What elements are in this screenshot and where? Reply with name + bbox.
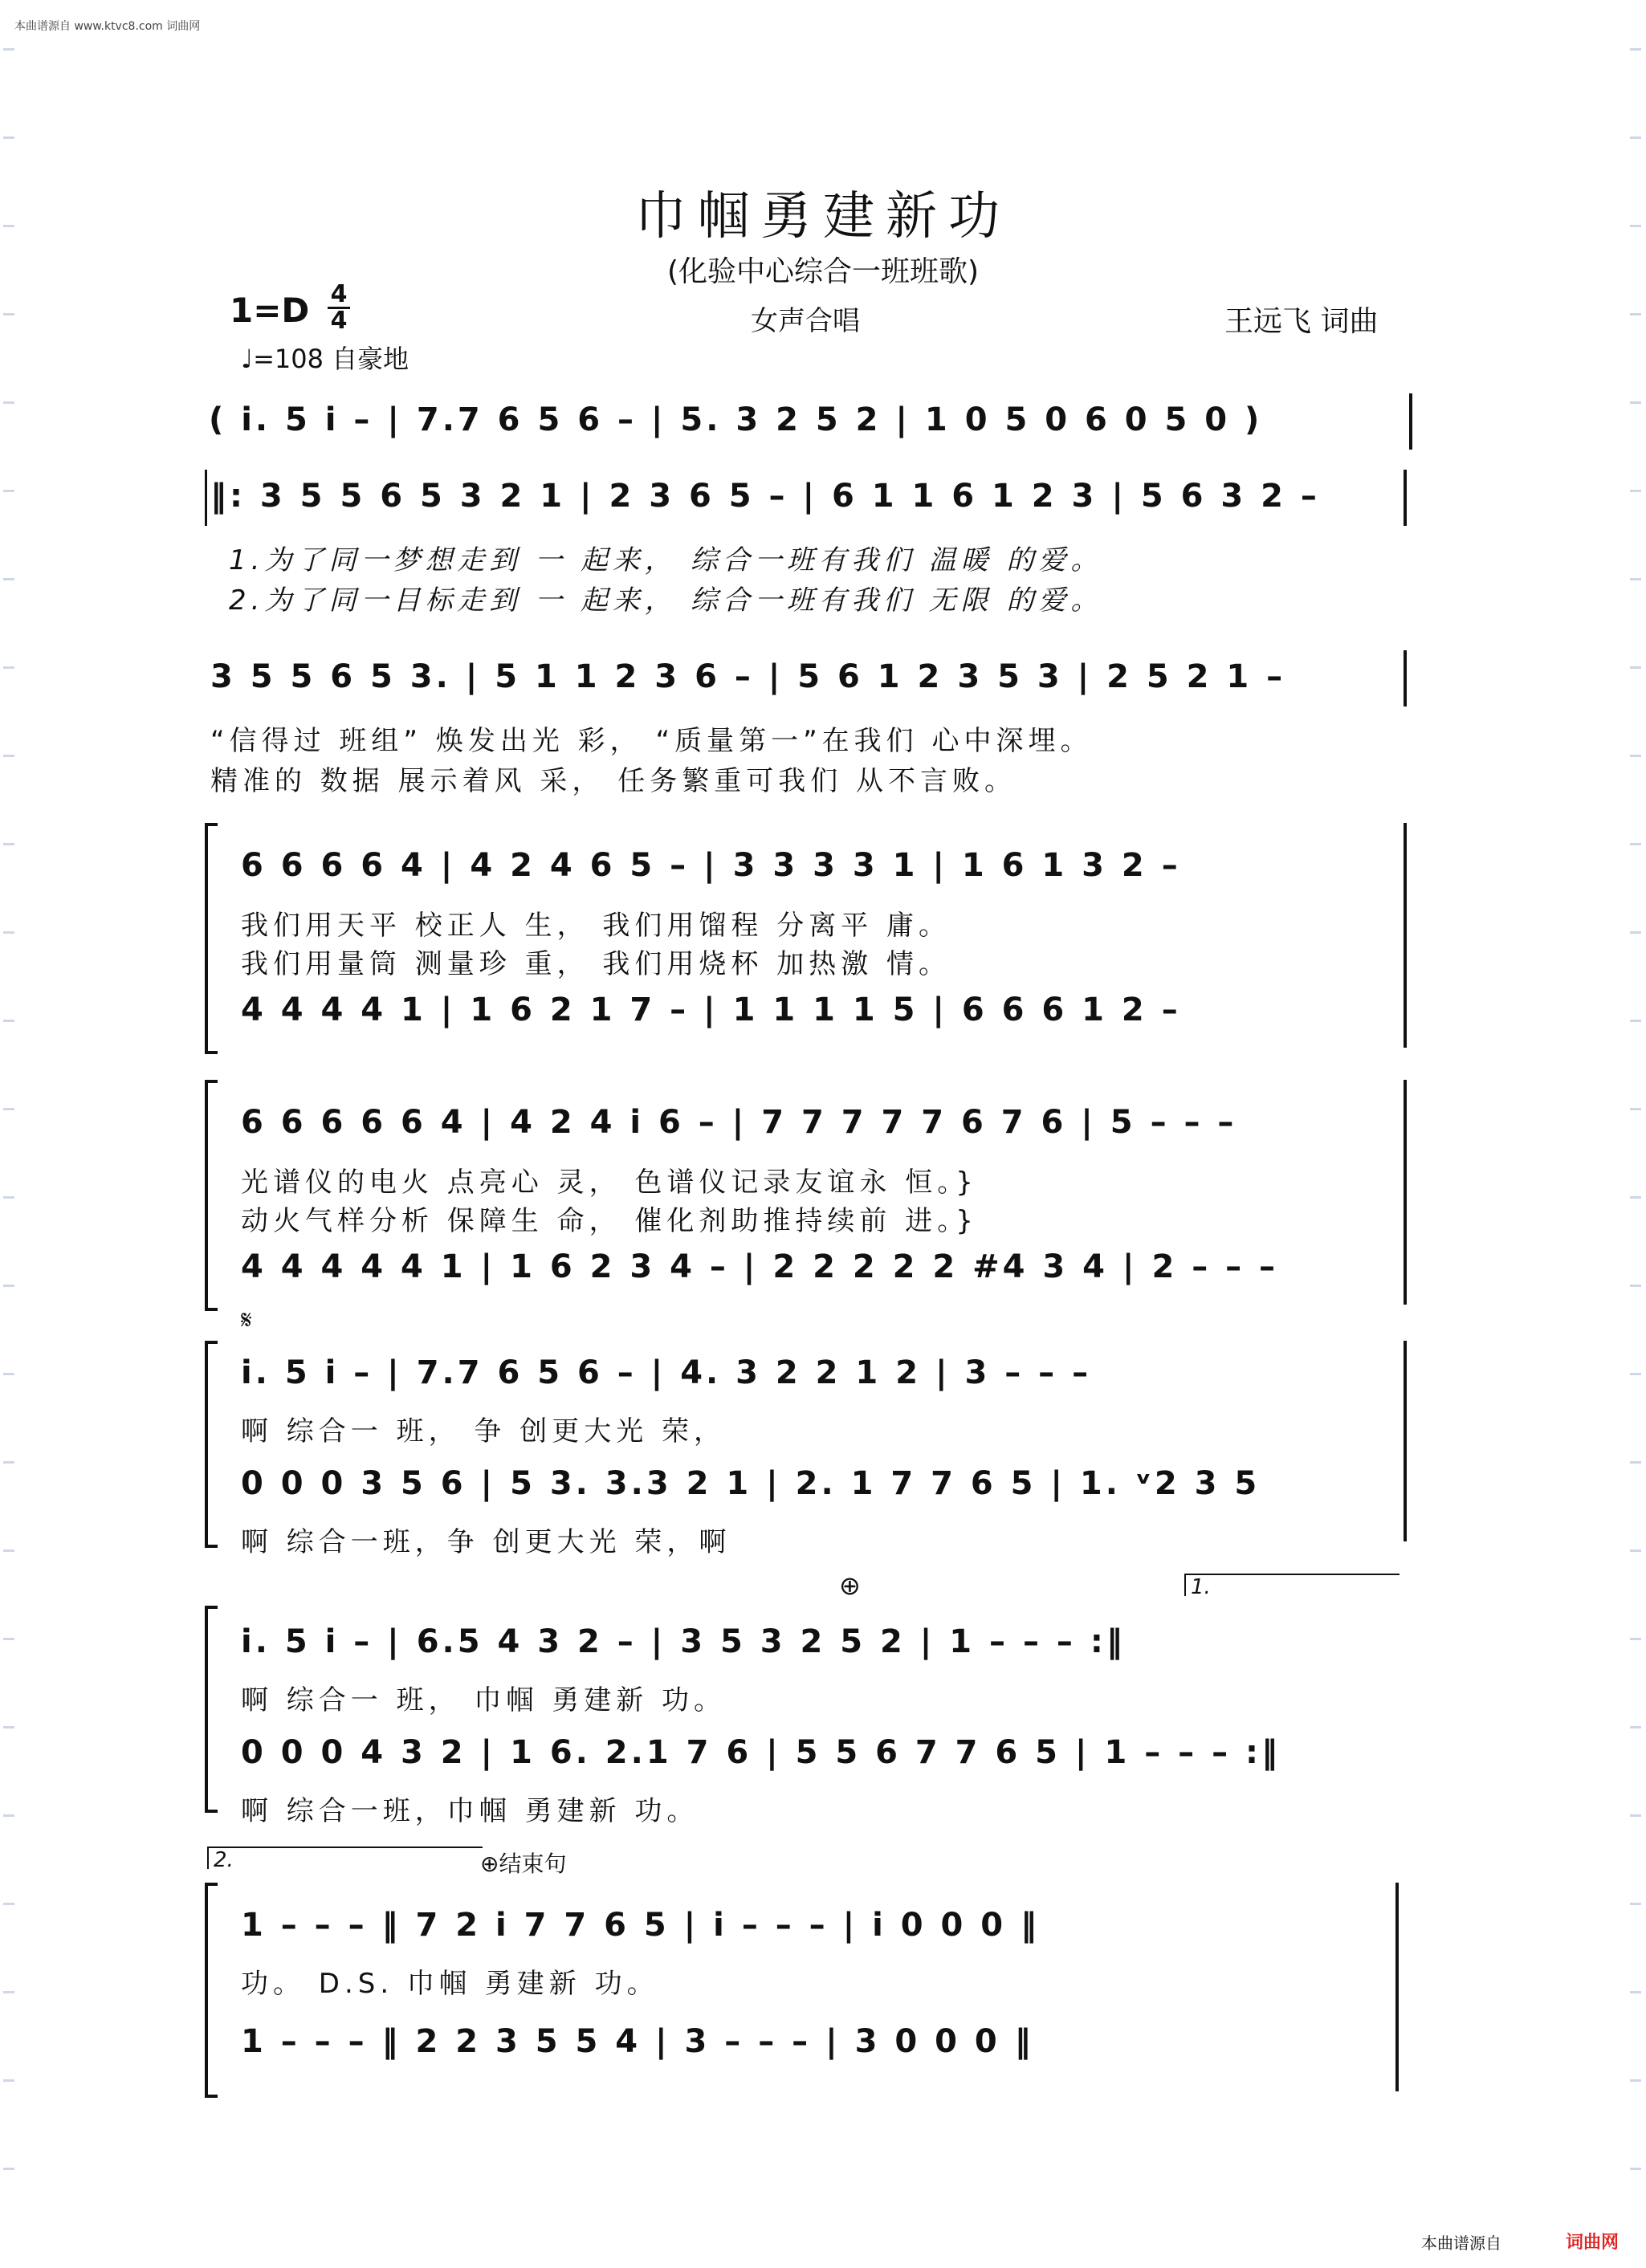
- barline: [1404, 650, 1407, 706]
- barline: [1404, 1341, 1407, 1541]
- notation-line: ( i. 5 i – | 7.7 6 5 6 – | 5. 3 2 5 2 | 1 0 5 0 6 0 5 0 ): [209, 401, 1263, 438]
- lyric-lower: 啊 综合一班，巾帼 勇建新 功。: [241, 1795, 699, 1827]
- lyric-upper: 啊 综合一 班， 争 创更大光 荣，: [241, 1415, 727, 1448]
- notation-line-lower: 0 0 0 4 3 2 | 1 6. 2.1 7 6 | 5 5 6 7 7 6 5 | 1 – – – :‖: [241, 1734, 1281, 1771]
- system-bracket: [205, 1341, 218, 1548]
- notation-line-upper: i. 5 i – | 6.5 4 3 2 – | 3 5 3 2 5 2 | 1 – – – :‖: [241, 1623, 1126, 1660]
- final-barline: [1395, 1883, 1399, 2091]
- notation-line-upper: 6 6 6 6 4 | 4 2 4 6 5 – | 3 3 3 3 1 | 1 6 1 3 2 –: [241, 847, 1181, 884]
- key-signature: 1=D: [230, 291, 310, 330]
- lyric-verse-2: 动火气样分析 保障生 命， 催化剂助推持续前 进。}: [241, 1205, 978, 1237]
- song-title: 巾帼勇建新功: [635, 187, 1011, 246]
- lyric-verse-1: 1.为了同一梦想走到 一 起来， 综合一班有我们 温暖 的爱。: [229, 544, 1103, 576]
- coda-sign: ⊕: [839, 1570, 861, 1601]
- barline: [1404, 823, 1407, 1048]
- notation-line: 3 5 5 6 5 3. | 5 1 1 2 3 6 – | 5 6 1 2 3 5 3 | 2 5 2 1 –: [210, 658, 1286, 695]
- barline: [1404, 1080, 1407, 1305]
- composer: 王远飞 词曲: [1224, 305, 1379, 338]
- lyric-upper: 啊 综合一 班， 巾帼 勇建新 功。: [241, 1684, 727, 1716]
- voice-type: 女声合唱: [751, 305, 860, 337]
- footer-source-text: 本曲谱源自: [1421, 2233, 1501, 2253]
- footer-site-logo: 词曲网: [1566, 2233, 1620, 2253]
- time-signature: [328, 280, 350, 335]
- notation-line-lower: 4 4 4 4 4 1 | 1 6 2 3 4 – | 2 2 2 2 2 #4 3 4 | 2 – – –: [241, 1248, 1279, 1285]
- time-sig-bottom: 4: [328, 307, 350, 333]
- tempo-marking: ♩=108 自豪地: [241, 344, 409, 374]
- lyric-lower: 啊 综合一班，争 创更大光 荣，啊: [241, 1526, 731, 1558]
- lyric-verse-2: 精准的 数据 展示着风 采， 任务繁重可我们 从不言败。: [210, 765, 1017, 797]
- source-note: 本曲谱源自 www.ktvc8.com 词曲网: [14, 20, 201, 33]
- repeat-barline: [205, 470, 207, 526]
- notation-line-upper: 6 6 6 6 6 4 | 4 2 4 i 6 – | 7 7 7 7 7 6 7 6 | 5 – – –: [241, 1104, 1237, 1141]
- system-bracket: [205, 1883, 218, 2098]
- barline: [1404, 470, 1407, 526]
- lyric-verse-1: “信得过 班组” 焕发出光 彩， “质量第一”在我们 心中深埋。: [210, 725, 1093, 757]
- system-bracket: [205, 823, 218, 1054]
- song-subtitle: (化验中心综合一班班歌): [666, 255, 980, 288]
- segno-sign: 𝄋: [241, 1305, 252, 1335]
- left-watermark-strip: [3, 48, 14, 2176]
- notation-line-lower: 1 – – – ‖ 2 2 3 5 5 4 | 3 – – – | 3 0 0 0 ‖: [241, 2023, 1034, 2060]
- barline: [1409, 393, 1412, 450]
- lyric-verse-1: 光谱仪的电火 点亮心 灵， 色谱仪记录友谊永 恒。}: [241, 1167, 978, 1199]
- notation-line: ‖: 3 5 5 6 5 3 2 1 | 2 3 6 5 – | 6 1 1 6 1 2 3 | 5 6 3 2 –: [210, 478, 1320, 515]
- right-watermark-strip: [1630, 48, 1641, 2176]
- lyric-verse-1: 我们用天平 校正人 生， 我们用馏程 分离平 庸。: [241, 910, 951, 942]
- system-bracket: [205, 1080, 218, 1311]
- volta-first-ending: 1.: [1184, 1574, 1400, 1596]
- time-sig-top: 4: [330, 280, 348, 308]
- notation-line-lower: 4 4 4 4 1 | 1 6 2 1 7 – | 1 1 1 1 5 | 6 6 6 1 2 –: [241, 991, 1181, 1028]
- notation-line-lower: 0 0 0 3 5 6 | 5 3. 3.3 2 1 | 2. 1 7 7 6 5 | 1. ᵛ2 3 5: [241, 1465, 1261, 1502]
- volta-second-ending: 2.: [207, 1847, 483, 1869]
- system-bracket: [205, 1606, 218, 1813]
- coda-ending-label: ⊕结束句: [480, 1851, 567, 1877]
- notation-line-upper: i. 5 i – | 7.7 6 5 6 – | 4. 3 2 2 1 2 | 3 – – –: [241, 1354, 1092, 1391]
- lyric-upper: 功。 D.S. 巾帼 勇建新 功。: [241, 1968, 659, 2000]
- lyric-verse-2: 2.为了同一目标走到 一 起来， 综合一班有我们 无限 的爱。: [229, 584, 1103, 617]
- lyric-verse-2: 我们用量筒 测量珍 重， 我们用烧杯 加热激 情。: [241, 948, 951, 980]
- notation-line-upper: 1 – – – ‖ 7 2 i 7 7 6 5 | i – – – | i 0 0 0 ‖: [241, 1907, 1041, 1944]
